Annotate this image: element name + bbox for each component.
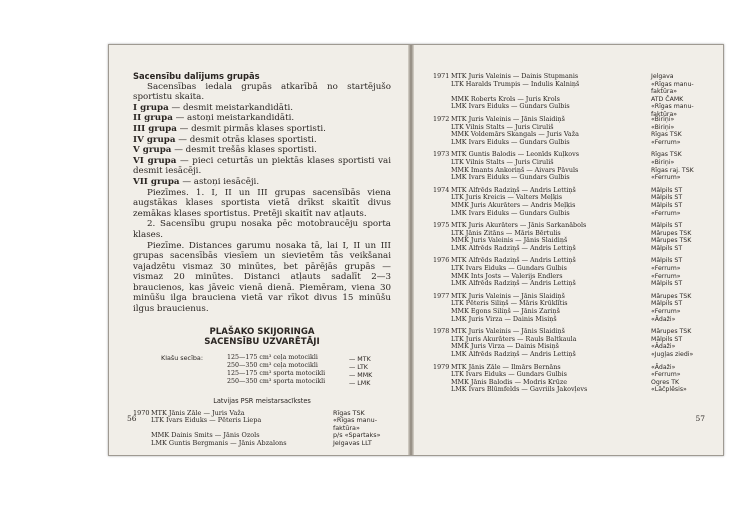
right-page (411, 45, 723, 455)
crew-line: LMK Ivars Eiduks — Gundars Gulbis (451, 173, 570, 182)
entry-clubs (333, 410, 393, 448)
crew-line: LTK Ivars Eiduks — Gundars Gulbis (451, 264, 567, 273)
entry-clubs (651, 364, 711, 394)
crew-line: MTK Alfrēds Radziņš — Andris Lettiņš (451, 256, 576, 265)
winner-entry (433, 151, 697, 181)
group-label: IV grupa (133, 134, 176, 145)
championship-subheading: Latvijas PSR meistarsacīkstes (213, 397, 311, 406)
entry-crews (451, 116, 641, 146)
crew-line: MTK Juris Valeinis — Dainis Stupmanis (451, 72, 579, 80)
crew-line: MMK Voldemārs Skangals — Juris Važa (451, 130, 579, 139)
crew-line: LTK Haralds Trumpis — Indulis Kalniņš (451, 79, 580, 88)
club-line: «Ādaži» (651, 315, 676, 323)
entry-crews (451, 187, 641, 217)
entry-year: 1975 (433, 221, 450, 230)
entry-crews (451, 151, 641, 181)
club-line: Jelgavas LLT (333, 438, 372, 447)
crew-line: MTK Jānis Zāle — Ilmārs Bernāns (451, 362, 561, 371)
right-entries (433, 73, 697, 399)
crew-line: LTK Ivars Eiduks — Pēteris Liepa (151, 416, 262, 425)
entry-year: 1973 (433, 150, 450, 159)
class-code: — MTK (349, 356, 371, 364)
winners-title (133, 327, 391, 349)
page-number-left: 56 (127, 414, 137, 423)
left-entries (133, 410, 391, 448)
winner-entry (433, 364, 697, 394)
club-line: faktūra» (651, 88, 678, 96)
group-line (133, 103, 391, 114)
open-book (108, 44, 724, 456)
club-line: «Rīgas manu- (651, 80, 694, 88)
class-capacity: 125—175 cm³ ceļa motocikli (227, 354, 318, 362)
entry-crews (451, 328, 641, 358)
club-line: «Ferrum» (651, 138, 681, 146)
entry-clubs (651, 151, 711, 181)
note-paragraph: 2. Sacensību grupu nosaka pēc motobraucēju sporta klases. (133, 219, 391, 240)
note-paragraph: Piezīme. Distances garumu nosaka tā, lai I, II un III grupas sacensībās viesīem un sievietēm tās veikšanai vajadzētu vismaz 30 minūtes, bet pārējās grupās — vismaz 20 minūtes. Distanci atļauts sadalīt 2—3 braucienos, kas jāveic vienā dienā. Piemēram, viena 30 minūšu ilga brauciena vietā var rīkot divus 15 minūšu ilgus braucienus. (133, 240, 391, 315)
group-line (133, 156, 391, 177)
club-line: «Biriņi» (651, 158, 675, 166)
class-code: — LTK (349, 364, 368, 372)
group-line (133, 113, 391, 124)
club-line: «Biriņi» (651, 115, 675, 123)
club-line: Rīgas TSK (333, 408, 365, 417)
entry-clubs (651, 187, 711, 217)
class-capacity: 250—350 cm³ sporta motocikli (227, 378, 326, 386)
club-line: «Jugļas ziedi» (651, 351, 694, 358)
crew-line: MTK Alfrēds Radziņš — Andris Lettiņš (451, 185, 576, 194)
entry-crews (451, 257, 641, 287)
group-label: V grupa (133, 145, 172, 156)
crew-line: LTK Juris Akurāters — Rauls Baltkaula (451, 334, 577, 343)
crew-line: LMK Ivars Eiduks — Gundars Gulbis (451, 137, 570, 146)
club-line: ATD ČAMK (651, 95, 684, 103)
club-line: «Ādaži» (651, 363, 676, 371)
crew-line: LMK Ivars Eiduks — Gundars Gulbis (451, 208, 570, 217)
club-line: «Ferrum» (651, 174, 681, 182)
crew-line: MTK Juris Akurāters — Jānis Sarkanābols (451, 221, 587, 230)
section-heading: Sacensību dalījums grupās (133, 71, 260, 81)
crew-line: LTK Pēteris Siliņš — Māris Krūklītis (451, 299, 568, 308)
club-line: «Lāčplēsis» (651, 386, 687, 394)
crew-line: LMK Alfrēds Radziņš — Andris Lettiņš (451, 243, 576, 252)
crew-line: LTK Jānis Zitāns — Māris Bērtulis (451, 228, 561, 237)
entry-clubs (651, 73, 711, 119)
club-line: «Ferrum» (651, 265, 681, 273)
crew-line: MMK Juris Akurāters — Andris Meļķis (451, 200, 576, 209)
group-label: I grupa (133, 102, 169, 113)
group-text: — desmit meistarkandidāti. (168, 102, 293, 113)
classes-label: Klašu secība: (161, 354, 203, 363)
note-paragraph: Piezīmes. 1. I, II un III grupas sacensībās viena augstākas klases sportista vietā drīkst skaitīt divus zemākas klases sportistus. Pretēji skaitīt nav atļauts. (133, 187, 391, 219)
crew-line: MTK Juris Valeinis — Jānis Slaidiņš (451, 291, 565, 300)
club-line: Rīgas TSK (651, 131, 682, 139)
entry-clubs (651, 257, 711, 287)
winner-entry (433, 293, 697, 323)
group-text: — astoņi iesācēji. (179, 176, 260, 187)
entry-clubs (651, 222, 711, 252)
club-line: «Ādaži» (651, 343, 676, 351)
crew-line: MMK Egons Siliņš — Jānis Zariņš (451, 307, 560, 316)
crew-line: LMK Ivars Eiduks — Gundars Gulbis (451, 102, 570, 111)
club-line: Jelgava (651, 73, 674, 80)
group-text: — pieci ceturtās un piektās klases sportisti vai desmit iesācēji. (133, 155, 391, 177)
page-number-right: 57 (695, 414, 705, 423)
crew-line: MMK Ints Josts — Valerijs Endlers (451, 271, 563, 280)
group-text: — desmit pirmās klases sportisti. (176, 123, 326, 134)
entry-clubs (651, 116, 711, 146)
entry-year: 1970 (133, 408, 150, 417)
club-line: Mālpils ST (651, 194, 683, 202)
club-line: Mālpils ST (651, 257, 683, 265)
group-line (133, 135, 391, 146)
crew-line: LMK Ivars Blūmfelds — Gavriils Jakovļevs (451, 385, 588, 394)
group-label: II grupa (133, 113, 173, 124)
club-line: Ogres TK (651, 378, 680, 386)
club-line: «Rīgas manu- (333, 416, 378, 425)
crew-line: LTK Juris Kreicis — Valters Meļķis (451, 193, 563, 202)
winners-title-line-1: PLAŠAKO SKIJORINGA (209, 326, 315, 337)
crew-line: MMK Roberts Krols — Juris Krols (451, 94, 560, 103)
crew-line: MTK Juris Valeinis — Jānis Slaidiņš (451, 327, 565, 336)
class-capacity: 250—350 cm³ ceļa motocikli (227, 362, 318, 370)
notes-block (133, 188, 391, 315)
club-line: «Rīgas manu- (651, 103, 694, 111)
entry-year: 1974 (433, 185, 450, 194)
class-capacity: 125—175 cm³ sporta motocikli (227, 370, 326, 378)
club-line: Rīgas TSK (651, 151, 682, 159)
winner-entry (433, 116, 697, 146)
entry-year: 1979 (433, 362, 450, 371)
club-line: Mālpils ST (651, 201, 683, 209)
crew-line: LMK Guntis Bergmanis — Jānis Abzalons (151, 438, 287, 447)
club-line: «Ferrum» (651, 308, 681, 316)
crew-line: LMK Juris Virza — Dainis Misiņš (451, 314, 557, 323)
group-text: — desmit trešās klases sportisti. (171, 145, 317, 156)
group-label: VI grupa (133, 155, 177, 166)
club-line: faktūra» (651, 110, 678, 118)
winner-entry (433, 257, 697, 287)
club-line: «Biriņi» (651, 123, 675, 131)
club-line: «Ferrum» (651, 371, 681, 379)
crew-line: MMK Juris Valeinis — Jānis Slaidiņš (451, 236, 568, 245)
entry-year: 1972 (433, 114, 450, 123)
group-text: — desmit otrās klases sportisti. (175, 134, 317, 145)
entry-clubs (651, 293, 711, 323)
entry-crews (451, 293, 641, 323)
class-code: — MMK (349, 372, 373, 380)
winner-entry (433, 328, 697, 358)
left-page (109, 45, 411, 455)
club-line: Mālpils ST (651, 300, 683, 308)
group-line (133, 177, 391, 188)
group-label: III grupa (133, 123, 177, 134)
club-line: Mālpils ST (651, 222, 683, 230)
club-line: p/s «Spartaks» (333, 431, 381, 440)
winner-entry (433, 222, 697, 252)
class-order-table (133, 354, 391, 392)
intro-paragraph: Sacensības iedala grupās atkarībā no startējušo sportistu skaita. (133, 81, 391, 103)
entry-year: 1977 (433, 291, 450, 300)
club-line: Mālpils ST (651, 186, 683, 194)
crew-line: LTK Vilnis Stalts — Juris Ciruliš (451, 157, 554, 166)
group-list (133, 103, 391, 188)
winner-entry (133, 410, 391, 448)
crew-line: LTK Vilnis Stalts — Juris Ciruliš (451, 122, 554, 131)
crew-line: LMK Alfrēds Radziņš — Andris Lettiņš (451, 350, 576, 358)
group-line (133, 145, 391, 156)
crew-line: LTK Ivars Eiduks — Gundars Gulbis (451, 370, 567, 379)
winner-entry (433, 187, 697, 217)
class-code: — LMK (349, 380, 371, 388)
crew-line: MMK Imants Ankoriņš — Aivars Pāvuls (451, 165, 579, 174)
entry-clubs (651, 328, 711, 358)
club-line: faktūra» (333, 423, 360, 432)
club-line: Mālpils ST (651, 335, 683, 343)
crew-line: MTK Jānis Zāle — Juris Važa (151, 408, 245, 417)
group-label: VII grupa (133, 176, 180, 187)
crew-line: MMK Jānis Balodis — Modris Krūze (451, 377, 567, 386)
entry-year: 1976 (433, 256, 450, 265)
entry-crews (451, 222, 641, 252)
entry-crews (451, 364, 641, 394)
winner-entry (433, 72, 697, 118)
club-line: Mārupes TSK (651, 328, 692, 336)
club-line: Mārupes TSK (651, 229, 692, 237)
crew-line: MTK Guntis Balodis — Leonīds Kuļkovs (451, 150, 579, 159)
club-line: Mālpils ST (651, 280, 683, 288)
crew-line: LMK Alfrēds Radziņš — Andris Lettiņš (451, 279, 576, 288)
group-text: — astoņi meistarkandidāti. (172, 113, 295, 124)
crew-line: MMK Dainis Smits — Jānis Ozols (151, 431, 260, 440)
group-line (133, 124, 391, 135)
club-line: «Ferrum» (651, 209, 681, 217)
club-line: Mārupes TSK (651, 292, 692, 300)
entry-year: 1978 (433, 327, 450, 336)
club-line: Rīgas raj. TSK (651, 166, 694, 174)
crew-line: MMK Juris Virza — Dainis Misiņš (451, 342, 559, 351)
entry-year: 1971 (433, 72, 450, 80)
club-line: Mārupes TSK (651, 237, 692, 245)
winners-title-line-2: SACENSĪBU UZVARĒTĀJI (204, 337, 320, 348)
club-line: «Ferrum» (651, 272, 681, 280)
crew-line: MTK Juris Valeinis — Jānis Slaidiņš (451, 114, 565, 123)
entry-crews (451, 73, 641, 111)
club-line: Mālpils ST (651, 244, 683, 252)
